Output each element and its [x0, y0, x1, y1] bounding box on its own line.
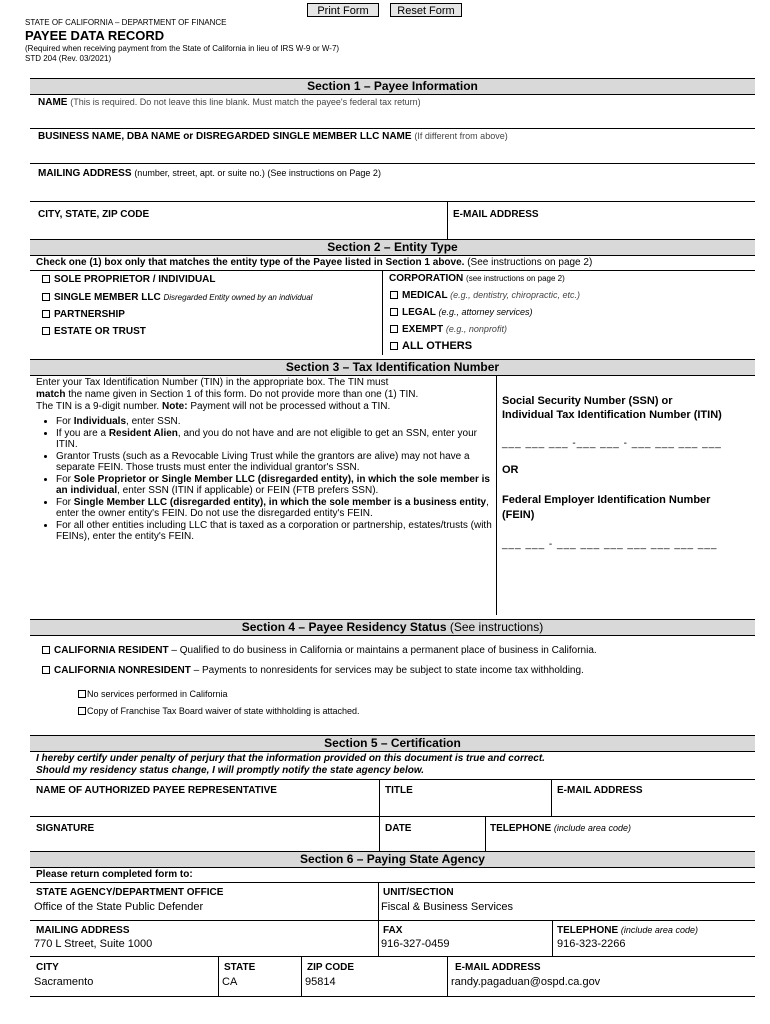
mailing-address-label-row	[38, 168, 381, 179]
rep-title-field[interactable]	[380, 797, 550, 815]
sole-proprietor-checkbox[interactable]	[42, 275, 50, 283]
ca-resident-checkbox[interactable]	[42, 646, 50, 654]
business-name-hint: (If different from above)	[414, 131, 508, 141]
no-services-checkbox[interactable]	[78, 690, 86, 698]
agency-mailing-value: 770 L Street, Suite 1000	[34, 938, 153, 950]
certification-text: I hereby certify under penalty of perjury that the information provided on this document is true and correct. Should my residency status change, I will promptly notify the state agency below.	[36, 753, 545, 776]
rep-title-label: TITLE	[385, 785, 413, 796]
partnership-checkbox[interactable]	[42, 310, 50, 318]
tin-bullet-resident-alien: • If you are a Resident Alien, and you do not have and are not eligible to get an SSN, enter your ITIN.	[56, 428, 496, 450]
ca-nonresident-option[interactable]: CALIFORNIA NONRESIDENT – Payments to nonresidents for services may be subject to state income tax withholding.	[42, 665, 584, 676]
agency-zip-value: 95814	[305, 976, 336, 988]
agency-zip-label: ZIP CODE	[307, 962, 355, 973]
name-label: NAME	[38, 97, 68, 108]
tin-bullet-individuals: • For Individuals, enter SSN.	[56, 416, 496, 427]
corporation-hint: (see instructions on page 2)	[466, 274, 565, 283]
section-4-header: Section 4 – Payee Residency Status (See instructions)	[30, 619, 755, 636]
email-address-label: E-MAIL ADDRESS	[453, 209, 539, 220]
agency-city-label: CITY	[36, 962, 59, 973]
business-name-label-row	[38, 131, 508, 142]
agency-email-label: E-MAIL ADDRESS	[455, 962, 541, 973]
date-label: DATE	[385, 823, 412, 834]
agency-state-label: STATE	[224, 962, 256, 973]
section-3-header: Section 3 – Tax Identification Number	[30, 359, 755, 376]
entity-instruction-row	[36, 257, 592, 268]
city-state-zip-label: CITY, STATE, ZIP CODE	[38, 209, 150, 220]
section-5-header: Section 5 – Certification	[30, 735, 755, 752]
section-2-header: Section 2 – Entity Type	[30, 239, 755, 256]
exempt-option[interactable]: EXEMPT (e.g., nonprofit)	[390, 324, 507, 335]
single-member-llc-option[interactable]: SINGLE MEMBER LLC Disregarded Entity owned by an individual	[42, 292, 312, 303]
all-others-checkbox[interactable]	[390, 342, 398, 350]
partnership-option[interactable]: PARTNERSHIP	[42, 309, 125, 320]
no-services-option[interactable]: No services performed in California	[78, 689, 228, 699]
fein-input[interactable]: ___ ___ - ___ ___ ___ ___ ___ ___ ___	[502, 539, 718, 550]
section-6-header: Section 6 – Paying State Agency	[30, 851, 755, 868]
business-name-label: BUSINESS NAME, DBA NAME or DISREGARDED SINGLE MEMBER LLC NAME	[38, 131, 412, 142]
mailing-address-field[interactable]	[30, 180, 755, 201]
mailing-address-label: MAILING ADDRESS	[38, 168, 132, 179]
agency-label: STATE AGENCY/DEPARTMENT OFFICE	[36, 887, 224, 898]
rep-email-field[interactable]	[552, 797, 754, 815]
tin-bullet-grantor-trusts: • Grantor Trusts (such as a Revocable Living Trust while the grantors are alive) may not have a separate FEIN. Those trusts must enter the individual grantor's SSN.	[56, 451, 496, 473]
signature-label: SIGNATURE	[36, 823, 95, 834]
tin-bullet-other-entities: • For all other entities including LLC that is taxed as a corporation or partnership, estates/trusts (with FEINs), enter the entity's FEIN.	[56, 520, 496, 542]
estate-trust-checkbox[interactable]	[42, 327, 50, 335]
mailing-address-hint: (number, street, apt. or suite no.) (See instructions on Page 2)	[134, 168, 381, 178]
rep-name-field[interactable]	[30, 797, 378, 815]
signature-field[interactable]	[30, 835, 378, 850]
entity-instruction-hint: (See instructions on page 2)	[467, 257, 593, 268]
section-1-header: Section 1 – Payee Information	[30, 78, 755, 95]
medical-checkbox[interactable]	[390, 291, 398, 299]
agency-email-value: randy.pagaduan@ospd.ca.gov	[451, 976, 601, 988]
exempt-hint: (e.g., nonprofit)	[445, 324, 507, 334]
fax-value: 916-327-0459	[381, 938, 450, 950]
corporation-label: CORPORATION	[389, 273, 464, 284]
legal-checkbox[interactable]	[390, 308, 398, 316]
rep-telephone-hint: (include area code)	[553, 823, 631, 833]
ssn-label: Social Security Number (SSN) or Individual Tax Identification Number (ITIN)	[502, 395, 722, 421]
agency-mailing-label: MAILING ADDRESS	[36, 925, 130, 936]
tin-instructions: Enter your Tax Identification Number (TIN) in the appropriate box. The TIN must match the name given in Section 1 of this form. Do not provide more than one (1) TIN. The TIN is a 9-digit number. Note: Payment will not be processed without a TIN. • For Individuals, enter SSN. • If you are a Resident Alien, and you do not have and are not eligible to get an SSN, enter your ITIN. • Grantor Trusts (such as a Revocable Living Trust while the grantors are alive) may not have a separate FEIN. Those trusts must enter the individual grantor's SSN. • For Sole Proprietor or Single Member LLC (disregarded entity), in which the sole member is an individual, enter SSN (ITIN if applicable) or FEIN (FTB prefers SSN). • For Single Member LLC (disregarded entity), in which the sole member is a business entity, enter the owner entity's FEIN. Do not use the disregarded entity's FEIN. • For all other entities including LLC that is taxed as a corporation or partnership, estates/trusts (with FEINs), enter the entity's FEIN.	[36, 377, 496, 543]
all-others-option[interactable]: ALL OTHERS	[390, 340, 472, 352]
legal-hint: (e.g., attorney services)	[438, 307, 533, 317]
fein-label: Federal Employer Identification Number (FEIN)	[502, 494, 711, 521]
form-subtitle: (Required when receiving payment from the State of California in lieu of IRS W-9 or W-7)	[25, 44, 340, 53]
agency-state-value: CA	[222, 976, 238, 988]
name-field[interactable]	[30, 109, 755, 128]
agency-telephone-value: 916-323-2266	[557, 938, 626, 950]
unit-label: UNIT/SECTION	[383, 887, 454, 898]
date-field[interactable]	[380, 835, 484, 850]
sole-proprietor-option[interactable]: SOLE PROPRIETOR / INDIVIDUAL	[42, 274, 216, 285]
single-member-llc-checkbox[interactable]	[42, 293, 50, 301]
medical-option[interactable]: MEDICAL (e.g., dentistry, chiropractic, etc.)	[390, 290, 580, 301]
unit-value: Fiscal & Business Services	[381, 901, 514, 913]
city-state-zip-field[interactable]	[30, 221, 446, 238]
ca-nonresident-checkbox[interactable]	[42, 666, 50, 674]
rep-email-label: E-MAIL ADDRESS	[557, 785, 643, 796]
print-form-button[interactable]: Print Form	[307, 3, 379, 17]
rep-telephone-label-row	[490, 823, 631, 834]
department-label: STATE OF CALIFORNIA – DEPARTMENT OF FINANCE	[25, 18, 227, 27]
rep-name-label: NAME OF AUTHORIZED PAYEE REPRESENTATIVE	[36, 785, 277, 796]
tin-bullet-sole-proprietor: • For Sole Proprietor or Single Member LLC (disregarded entity), in which the sole member is an individual, enter SSN (ITIN if applicable) or FEIN (FTB prefers SSN).	[56, 474, 496, 496]
agency-telephone-hint: (include area code)	[620, 925, 698, 935]
exempt-checkbox[interactable]	[390, 325, 398, 333]
or-label: OR	[502, 464, 519, 476]
ftb-waiver-option[interactable]: Copy of Franchise Tax Board waiver of state withholding is attached.	[78, 706, 359, 716]
single-member-llc-hint: Disregarded Entity owned by an individual	[163, 293, 313, 302]
ssn-input[interactable]: ___ ___ ___ -___ ___ - ___ ___ ___ ___	[502, 438, 722, 449]
agency-city-value: Sacramento	[34, 976, 94, 988]
tin-bullet-single-member-llc: • For Single Member LLC (disregarded entity), in which the sole member is a business entity, enter the owner entity's FEIN. Do not use the disregarded entity's FEIN.	[56, 497, 496, 519]
agency-telephone-label: TELEPHONE	[557, 925, 619, 936]
business-name-field[interactable]	[30, 143, 755, 163]
corporation-label-row	[389, 273, 565, 284]
entity-instruction: Check one (1) box only that matches the entity type of the Payee listed in Section 1 above.	[36, 257, 465, 268]
email-address-field[interactable]	[448, 221, 754, 238]
agency-value: Office of the State Public Defender	[34, 901, 204, 913]
legal-option[interactable]: LEGAL (e.g., attorney services)	[390, 307, 533, 318]
agency-telephone-label-row	[557, 925, 698, 936]
form-id: STD 204 (Rev. 03/2021)	[25, 54, 112, 63]
fax-label: FAX	[383, 925, 403, 936]
return-to-label: Please return completed form to:	[36, 869, 193, 880]
name-label-row	[38, 97, 421, 108]
form-title: PAYEE DATA RECORD	[25, 28, 165, 43]
name-hint: (This is required. Do not leave this line blank. Must match the payee's federal tax return)	[70, 97, 421, 107]
reset-form-button[interactable]: Reset Form	[390, 3, 462, 17]
rep-telephone-label: TELEPHONE	[490, 823, 552, 834]
rep-telephone-field[interactable]	[486, 835, 754, 850]
medical-hint: (e.g., dentistry, chiropractic, etc.)	[450, 290, 581, 300]
estate-trust-option[interactable]: ESTATE OR TRUST	[42, 326, 146, 337]
ftb-waiver-checkbox[interactable]	[78, 707, 86, 715]
ca-resident-option[interactable]: CALIFORNIA RESIDENT – Qualified to do business in California or maintains a permanent place of business in California.	[42, 645, 597, 656]
